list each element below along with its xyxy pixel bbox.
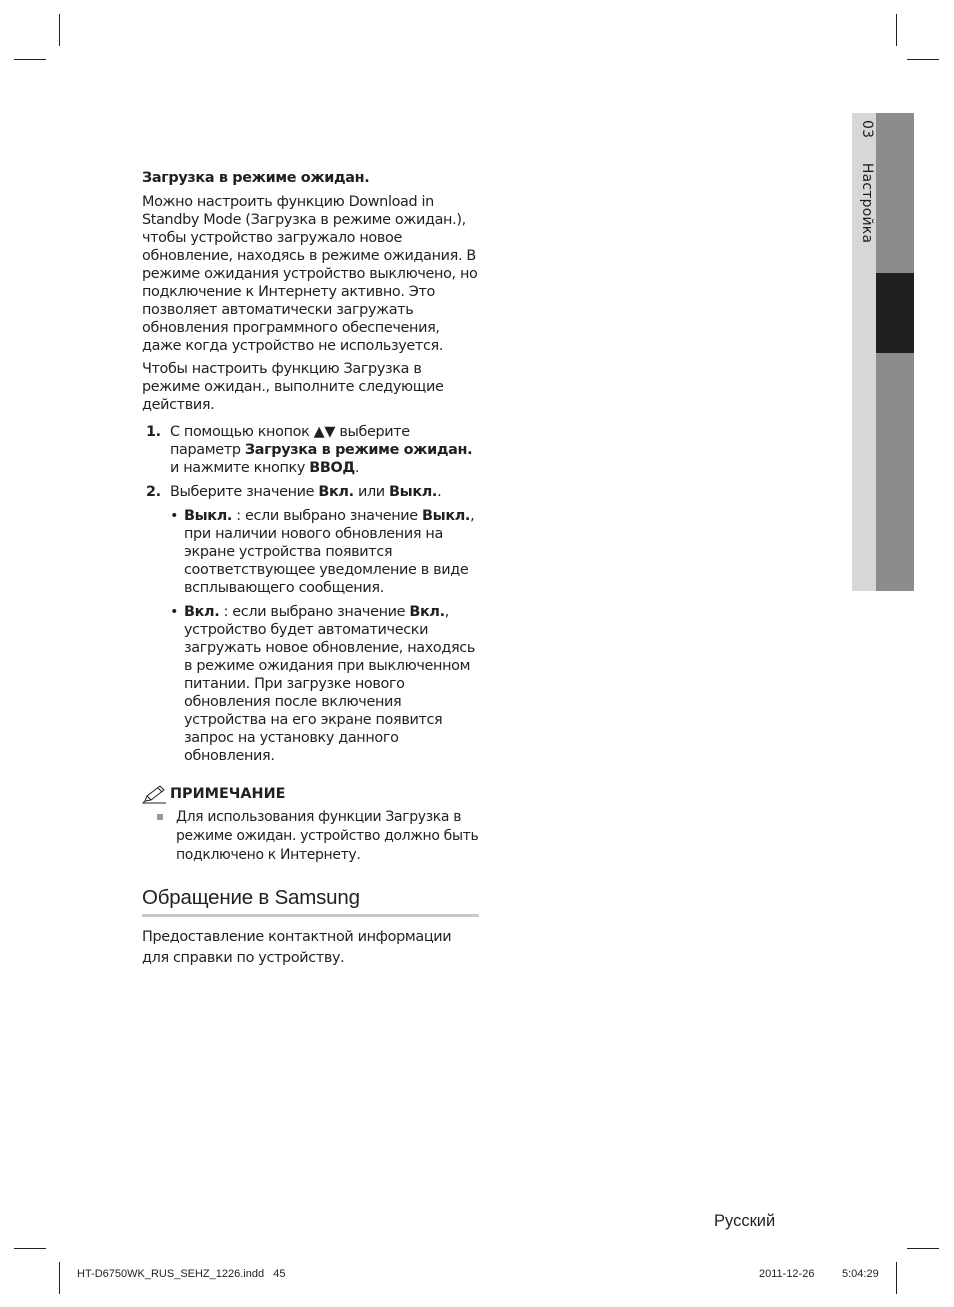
crop-mark [907, 1248, 939, 1249]
bullet-off [142, 507, 482, 597]
step-option: Вкл. [318, 484, 354, 500]
standby-instructions: Чтобы настроить функцию Загрузка в режиме ожидан., выполните следующие действия. [142, 361, 444, 413]
section-text: Предоставление контактной информации для справки по устройству. [142, 929, 452, 966]
note-heading: ПРИМЕЧАНИЕ [170, 786, 286, 802]
bullet-text: , при наличии нового обновления на экране устройства появится соответствующее уведомление в виде всплывающего сообщения. [184, 508, 475, 596]
chapter-tab-label [853, 120, 875, 243]
bullet-label: Выкл. [184, 508, 233, 524]
square-bullet-icon [157, 814, 163, 820]
step-text: . [354, 460, 360, 476]
bullet-label: Вкл. [184, 604, 220, 620]
bullet-text: : если выбрано значение [232, 508, 423, 524]
step-text: С помощью кнопок ▲▼ выберите параметр [170, 424, 410, 458]
step-number: 2. [146, 484, 161, 500]
step-option: Выкл. [389, 484, 438, 500]
note-item [142, 808, 482, 865]
bullet-dot: • [170, 604, 179, 620]
section-title: Обращение в Samsung [142, 885, 479, 917]
file-slug: HT-D6750WK_RUS_SEHZ_1226.indd 45 [77, 1268, 286, 1280]
pencil-note-icon [142, 784, 168, 804]
crop-mark [896, 14, 897, 46]
crop-mark [896, 1262, 897, 1294]
bullet-dot: • [170, 508, 179, 524]
bullet-on [142, 603, 482, 765]
step-option: Загрузка в режиме ожидан. [244, 442, 473, 458]
chapter-number: 03 [859, 120, 875, 139]
step-text: или [353, 484, 390, 500]
note-header [142, 784, 482, 804]
step-number: 1. [146, 424, 161, 440]
bullet-text: : если выбрано значение [219, 604, 410, 620]
step-text: Выберите значение [170, 484, 319, 500]
chapter-tab-marker [876, 273, 914, 353]
standby-intro: Можно настроить функцию Download in Standby Mode (Загрузка в режиме ожидан.), чтобы устройство загружало новое обновление, находясь в режиме ожидания. В режиме ожидания устройство выключено, но подключение к Интернету активно. Это позволяет автоматически загружать обновления программного обеспечения, даже когда устройство не используется. [142, 194, 478, 354]
crop-mark [59, 1262, 60, 1294]
crop-mark [14, 59, 46, 60]
page-language: Русский [714, 1212, 776, 1230]
crop-mark [14, 1248, 46, 1249]
main-column [142, 160, 482, 969]
step-1 [142, 423, 482, 477]
bullet-option: Выкл. [422, 508, 471, 524]
step-2 [142, 483, 482, 501]
step-text: и нажмите кнопку [170, 460, 310, 476]
step-button-name: ВВОД [309, 460, 355, 476]
steps-list [142, 423, 482, 765]
slug-date: 2011-12-26 [759, 1268, 815, 1280]
bullet-text: , устройство будет автоматически загружать новое обновление, находясь в режиме ожидания при выключенном питании. При загрузке нового обновления после включения устройства на его экране появится запрос на установку данного обновления. [184, 604, 475, 764]
standby-heading: Загрузка в режиме ожидан. [142, 170, 370, 186]
bullet-option: Вкл. [409, 604, 445, 620]
chapter-title: Настройка [859, 162, 875, 244]
step-text: . [437, 484, 442, 500]
note-text: Для использования функции Загрузка в режиме ожидан. устройство должно быть подключено к Интернету. [176, 809, 479, 863]
option-bullets [142, 507, 482, 765]
crop-mark [59, 14, 60, 46]
crop-mark [907, 59, 939, 60]
slug-time: 5:04:29 [842, 1268, 879, 1280]
